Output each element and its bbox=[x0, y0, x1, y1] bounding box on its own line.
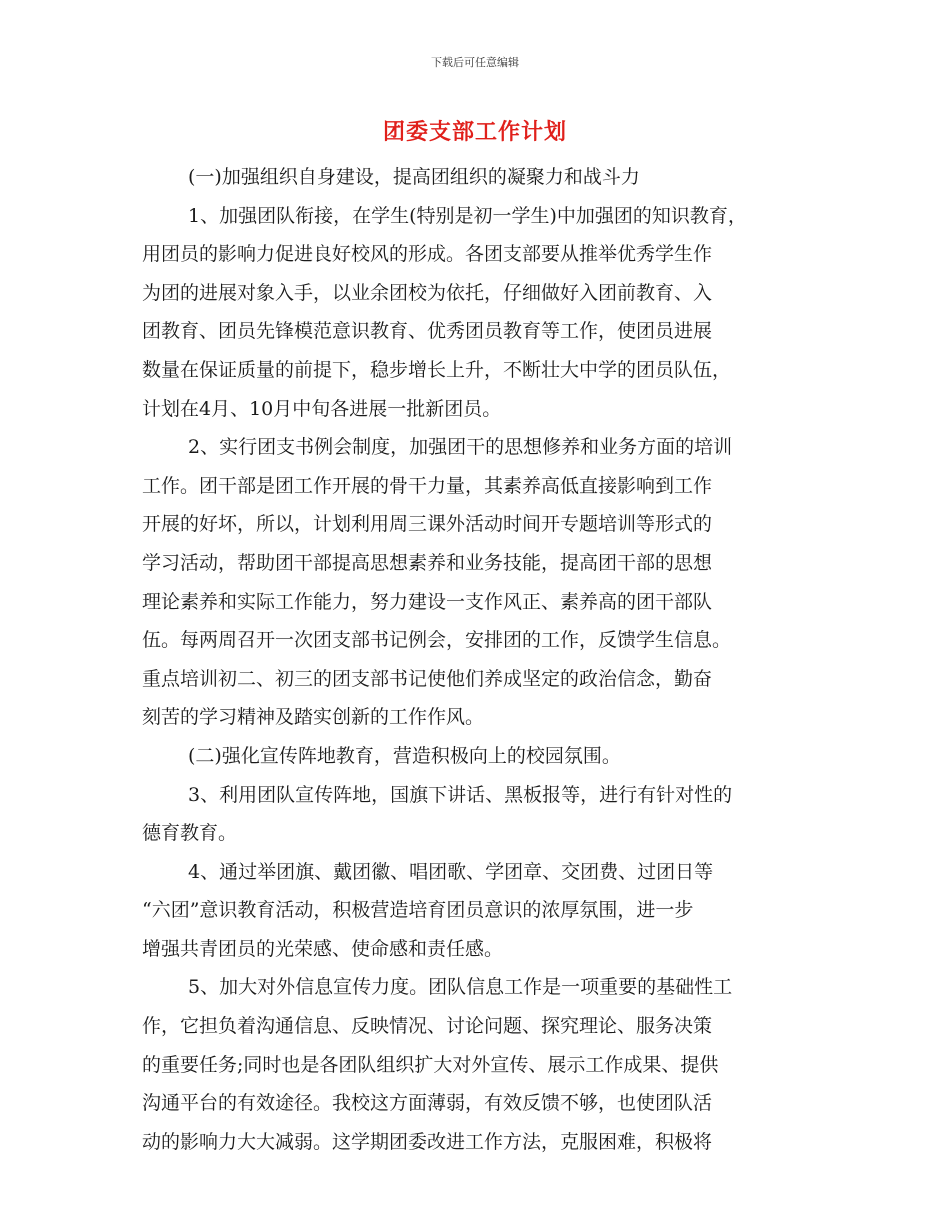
text-line: 德育教育。 bbox=[142, 822, 238, 845]
text-line: 为团的进展对象入手，以业余团校为依托，仔细做好入团前教育、入 bbox=[142, 281, 713, 304]
text-line: 理论素养和实际工作能力，努力建设一支作风正、素养高的团干部队 bbox=[142, 590, 713, 613]
text-line: “六团”意识教育活动，积极营造培育团员意识的浓厚氛围，进一步 bbox=[142, 899, 694, 922]
text-line: 5、加大对外信息宣传力度。团队信息工作是一项重要的基础性工 bbox=[188, 976, 733, 999]
document-body bbox=[142, 158, 810, 1161]
text-line: 作，它担负着沟通信息、反映情况、讨论问题、探究理论、服务决策 bbox=[142, 1015, 713, 1038]
text-line: 4、通过举团旗、戴团徽、唱团歌、学团章、交团费、过团日等 bbox=[188, 860, 714, 883]
text-line: 数量在保证质量的前提下，稳步增长上升，不断壮大中学的团员队伍， bbox=[142, 358, 732, 381]
text-line: 的重要任务;同时也是各团队组织扩大对外宣传、展示工作成果、提供 bbox=[142, 1053, 719, 1076]
page-header-note: 下载后可任意编辑 bbox=[431, 56, 519, 69]
text-line: 1、加强团队衔接，在学生(特别是初一学生)中加强团的知识教育， bbox=[188, 204, 747, 227]
text-line: 沟通平台的有效途径。我校这方面薄弱，有效反馈不够，也使团队活 bbox=[142, 1092, 713, 1115]
text-line: 重点培训初二、初三的团支部书记使他们养成坚定的政治信念，勤奋 bbox=[142, 667, 713, 690]
text-line: 伍。每两周召开一次团支部书记例会，安排团的工作，反馈学生信息。 bbox=[142, 629, 732, 652]
text-line: 增强共青团员的光荣感、使命感和责任感。 bbox=[142, 937, 504, 960]
text-line: 开展的好坏，所以，计划利用周三课外活动时间开专题培训等形式的 bbox=[142, 513, 713, 536]
text-line: 动的影响力大大减弱。这学期团委改进工作方法，克服困难，积极将 bbox=[142, 1130, 713, 1153]
text-line: 团教育、团员先锋模范意识教育、优秀团员教育等工作，使团员进展 bbox=[142, 320, 713, 343]
text-line: 用团员的影响力促进良好校风的形成。各团支部要从推举优秀学生作 bbox=[142, 243, 713, 266]
document-title: 团委支部工作计划 bbox=[382, 120, 567, 145]
text-line: (一)加强组织自身建设，提高团组织的凝聚力和战斗力 bbox=[188, 166, 640, 188]
text-line: 刻苦的学习精神及踏实创新的工作作风。 bbox=[142, 706, 485, 729]
text-line: 工作。团干部是团工作开展的骨干力量，其素养高低直接影响到工作 bbox=[142, 474, 713, 497]
text-line: 3、利用团队宣传阵地，国旗下讲话、黑板报等，进行有针对性的 bbox=[188, 783, 733, 806]
text-line: 计划在4月、10月中旬各进展一批新团员。 bbox=[142, 397, 502, 420]
text-line: (二)强化宣传阵地教育，营造积极向上的校园氛围。 bbox=[188, 744, 621, 767]
text-line: 学习活动，帮助团干部提高思想素养和业务技能，提高团干部的思想 bbox=[142, 551, 713, 574]
text-line: 2、实行团支书例会制度，加强团干的思想修养和业务方面的培训 bbox=[188, 436, 733, 459]
